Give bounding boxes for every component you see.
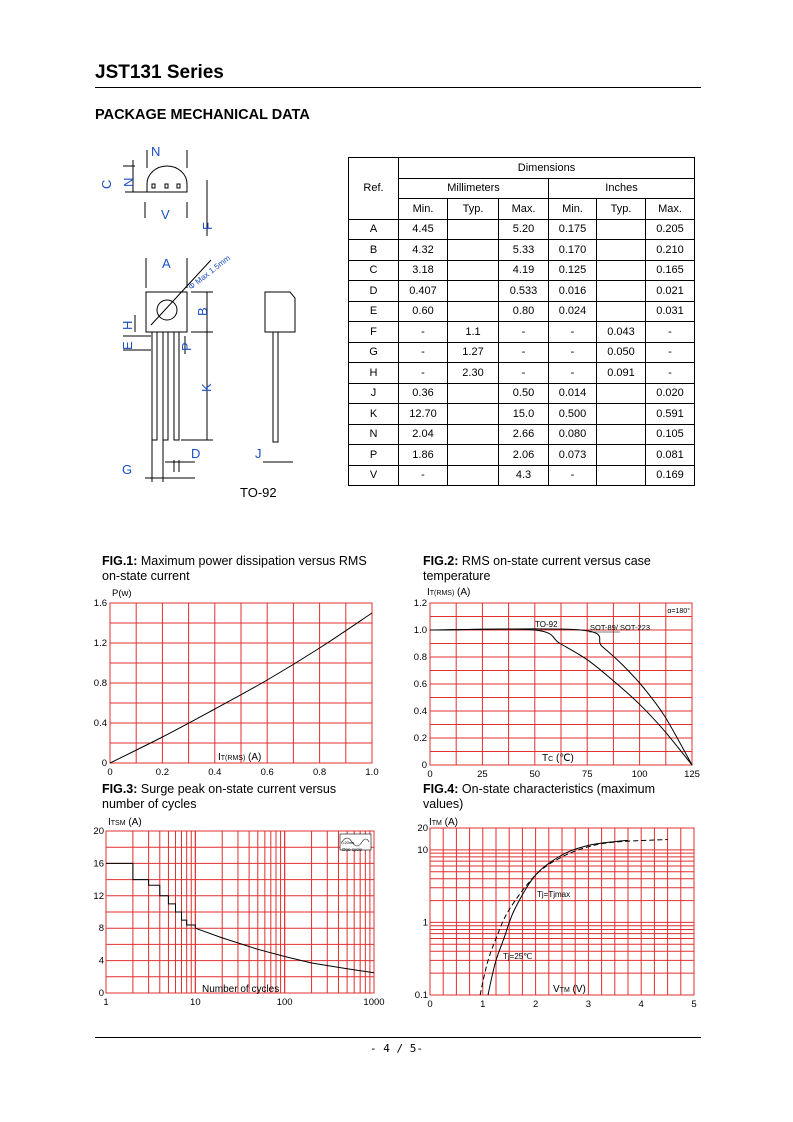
table-cell: - (646, 363, 695, 384)
table-cell: 0.60 (399, 301, 448, 322)
x-tick-label: 2 (532, 999, 539, 1010)
fig2-caption-line1: RMS on-state current versus case (458, 554, 651, 568)
fig4-number: FIG.4: (423, 782, 459, 796)
y-tick-label: 0.4 (413, 706, 427, 717)
table-cell: 0.050 (597, 342, 646, 363)
x-tick-label: 0.4 (208, 767, 222, 778)
y-tick-label: 0.4 (93, 718, 107, 729)
x-tick-label: 0.2 (155, 767, 170, 778)
x-axis-label-tail: (℃) (553, 753, 574, 764)
fig4-caption-line1: On-state characteristics (maximum (458, 782, 655, 796)
fig2-number: FIG.2: (423, 554, 459, 568)
table-cell: 0.591 (646, 404, 695, 425)
table-cell: 0.020 (646, 383, 695, 404)
table-cell: 0.165 (646, 260, 695, 281)
document-title: JST131 Series (95, 62, 224, 83)
dim-label-c: C (99, 179, 114, 189)
table-cell: - (399, 322, 448, 343)
x-tick-label: 10 (190, 997, 201, 1008)
sub-header-2: Max. (499, 199, 549, 220)
y-tick-label: 0 (421, 760, 427, 771)
table-cell: - (399, 465, 448, 486)
dim-label-j: J (255, 446, 262, 461)
x-tick-label: 0 (107, 767, 113, 778)
y-tick-label: 0.2 (413, 733, 427, 744)
sub-header-3: Min. (549, 199, 597, 220)
table-cell: N (349, 424, 399, 445)
inches-header: Inches (549, 178, 695, 199)
sub-header-1: Typ. (448, 199, 499, 220)
y-tick-label: 1.0 (413, 625, 427, 636)
x-tick-label: 1.0 (365, 767, 379, 778)
series-label-to92: TO-92 (535, 620, 558, 629)
fig1-number: FIG.1: (102, 554, 138, 568)
table-cell: - (549, 465, 597, 486)
x-tick-label: 50 (529, 769, 541, 780)
table-cell: 1.27 (448, 342, 499, 363)
table-cell: - (399, 342, 448, 363)
table-cell: 0.50 (499, 383, 549, 404)
dim-label-b: B (195, 307, 210, 316)
x-tick-label: 5 (691, 999, 697, 1010)
x-axis-label-sub: TM (559, 987, 570, 994)
x-axis-label-main: I (218, 752, 221, 763)
table-cell: 0.80 (499, 301, 549, 322)
table-cell: A (349, 219, 399, 240)
table-cell: - (399, 363, 448, 384)
y-tick-label: 0.6 (413, 679, 427, 690)
x-axis-label: Number of cycles (202, 984, 280, 995)
table-cell: 0.500 (549, 404, 597, 425)
fig3-number: FIG.3: (102, 782, 138, 796)
table-cell: 0.169 (646, 465, 695, 486)
y-tick-label: 16 (93, 858, 104, 870)
table-cell: 0.175 (549, 219, 597, 240)
x-tick-label: 4 (638, 999, 644, 1010)
table-cell: 5.33 (499, 240, 549, 261)
x-axis-label-main: V (553, 984, 560, 995)
table-cell: E (349, 301, 399, 322)
table-cell: J (349, 383, 399, 404)
table-cell: 2.06 (499, 445, 549, 466)
fig1-caption-line1: Maximum power dissipation versus RMS (137, 554, 367, 568)
table-cell: 0.073 (549, 445, 597, 466)
y-axis-label-tail: (A) (454, 587, 471, 598)
x-tick-label: 0 (427, 999, 433, 1010)
table-cell: 12.70 (399, 404, 448, 425)
y-axis-label-main: I (108, 817, 111, 828)
table-cell: 4.45 (399, 219, 448, 240)
x-tick-label: 1000 (363, 997, 385, 1008)
lead-diameter-note: Φ Max 1.5mm (186, 253, 232, 292)
dim-label-n-side: N (121, 177, 136, 187)
table-cell: 4.3 (499, 465, 549, 486)
fig1-caption-line2: on-state current (102, 569, 190, 583)
x-tick-label: 0.8 (312, 767, 327, 778)
fig2-caption-line2: temperature (423, 569, 491, 583)
x-axis-label-tail: (A) (245, 752, 262, 763)
dim-label-g: G (122, 462, 133, 477)
y-tick-label: 8 (98, 923, 104, 935)
dim-label-f: F (200, 222, 215, 230)
table-cell: 5.20 (499, 219, 549, 240)
fig3-caption-line2: number of cycles (102, 797, 197, 811)
series-label-sot: SOT-89/ SOT-223 (590, 623, 651, 632)
dim-label-e: E (120, 341, 135, 350)
y-tick-label: 1 (422, 917, 428, 929)
x-tick-label: 1 (480, 999, 486, 1010)
y-tick-label: 10 (417, 844, 428, 856)
series-label-tj25: Tj=25℃ (503, 952, 533, 961)
table-cell: 1.1 (448, 322, 499, 343)
dim-label-p: P (179, 342, 194, 351)
x-tick-label: 75 (581, 769, 593, 780)
y-tick-label: 1.6 (93, 598, 107, 609)
y-axis-label-sub: TSM (110, 820, 126, 827)
y-axis-label: P(w) (112, 588, 132, 599)
table-cell: 0.024 (549, 301, 597, 322)
dim-label-h: H (120, 320, 135, 330)
x-axis-label-sub: T(RMS) (220, 755, 246, 762)
table-cell: G (349, 342, 399, 363)
dim-label-k: K (199, 383, 214, 392)
x-axis-label (553, 984, 586, 995)
table-cell: V (349, 465, 399, 486)
y-tick-label: 0 (101, 758, 107, 769)
x-tick-label: 100 (631, 769, 648, 780)
table-cell: C (349, 260, 399, 281)
table-cell: 15.0 (499, 404, 549, 425)
table-cell: 4.19 (499, 260, 549, 281)
table-cell: 0.081 (646, 445, 695, 466)
table-cell: - (646, 342, 695, 363)
x-axis-label-tail: (V) (569, 984, 586, 995)
millimeters-header: Millimeters (399, 178, 549, 199)
table-cell: 2.30 (448, 363, 499, 384)
y-axis-label-sub: T(RMS) (429, 590, 455, 597)
table-cell: 0.407 (399, 281, 448, 302)
table-cell: 2.04 (399, 424, 448, 445)
table-cell: 0.021 (646, 281, 695, 302)
table-cell: - (549, 342, 597, 363)
table-cell: K (349, 404, 399, 425)
table-cell: - (499, 322, 549, 343)
table-cell: 0.031 (646, 301, 695, 322)
table-cell: 0.210 (646, 240, 695, 261)
table-cell: 1.86 (399, 445, 448, 466)
package-name: TO-92 (240, 485, 277, 500)
x-tick-label: 3 (585, 999, 592, 1010)
table-cell: 0.125 (549, 260, 597, 281)
section-title: PACKAGE MECHANICAL DATA (95, 107, 310, 123)
dim-label-n-top: N (151, 144, 161, 159)
page-number: - 4 / 5- (370, 1042, 423, 1055)
inset-label-period: t=20ms (341, 840, 355, 845)
y-tick-label: 12 (93, 890, 104, 902)
sub-header-5: Max. (646, 199, 695, 220)
table-cell: - (549, 363, 597, 384)
table-cell: 3.18 (399, 260, 448, 281)
inset-label-cycle: One cycle (342, 847, 363, 852)
table-cell: 0.014 (549, 383, 597, 404)
dim-label-a: A (162, 256, 171, 271)
table-cell: - (549, 322, 597, 343)
table-cell: 0.36 (399, 383, 448, 404)
table-cell: F (349, 322, 399, 343)
y-tick-label: 0 (98, 988, 104, 999)
table-cell: B (349, 240, 399, 261)
table-cell: H (349, 363, 399, 384)
table-cell: - (499, 342, 549, 363)
table-cell: 0.091 (597, 363, 646, 384)
table-cell: 0.105 (646, 424, 695, 445)
y-axis-label-tail: (A) (441, 817, 458, 828)
table-cell: 0.080 (549, 424, 597, 445)
x-tick-label: 125 (684, 769, 700, 780)
x-tick-label: 0 (427, 769, 433, 780)
dimensions-header: Dimensions (399, 158, 695, 179)
series-curve-0 (480, 840, 667, 996)
y-tick-label: 0.8 (413, 652, 427, 663)
y-tick-label: 0.8 (93, 678, 107, 689)
y-axis-label (429, 817, 458, 828)
footer-rule (95, 1037, 701, 1038)
x-axis-label-main: T (542, 753, 549, 764)
fig3-caption-line1: Surge peak on-state current versus (137, 782, 337, 796)
table-cell: P (349, 445, 399, 466)
alpha-annotation: α=180° (667, 608, 690, 615)
y-axis-label-main: I (427, 587, 430, 598)
y-tick-label: 20 (93, 826, 104, 837)
y-axis-label-sub: TM (431, 820, 442, 827)
table-cell: 0.043 (597, 322, 646, 343)
table-cell: 0.205 (646, 219, 695, 240)
x-tick-label: 1 (103, 997, 109, 1008)
dim-label-v: V (161, 207, 170, 222)
y-tick-label: 1.2 (413, 598, 427, 609)
table-cell: D (349, 281, 399, 302)
ref-header: Ref. (349, 158, 399, 220)
y-axis-label-main: I (429, 817, 432, 828)
x-tick-label: 25 (477, 769, 488, 780)
x-axis-label-sub: C (548, 756, 554, 763)
sub-header-0: Min. (399, 199, 448, 220)
table-cell: - (646, 322, 695, 343)
table-cell: 2.66 (499, 424, 549, 445)
y-tick-label: 1.2 (93, 638, 107, 649)
fig4-caption-line2: values) (423, 797, 464, 811)
table-cell: 0.016 (549, 281, 597, 302)
y-axis-label-tail: (A) (125, 817, 142, 828)
table-cell: 4.32 (399, 240, 448, 261)
y-tick-label: 20 (417, 823, 428, 834)
y-tick-label: 4 (98, 955, 104, 967)
dim-label-d: D (191, 446, 201, 461)
table-cell: - (499, 363, 549, 384)
table-cell: 0.170 (549, 240, 597, 261)
table-cell: 0.533 (499, 281, 549, 302)
x-tick-label: 100 (276, 997, 293, 1008)
sub-header-4: Typ. (597, 199, 646, 220)
x-tick-label: 0.6 (260, 767, 274, 778)
series-label-tjmax: Tj=Tjmax (537, 890, 571, 899)
y-tick-label: 0.1 (414, 990, 428, 1001)
